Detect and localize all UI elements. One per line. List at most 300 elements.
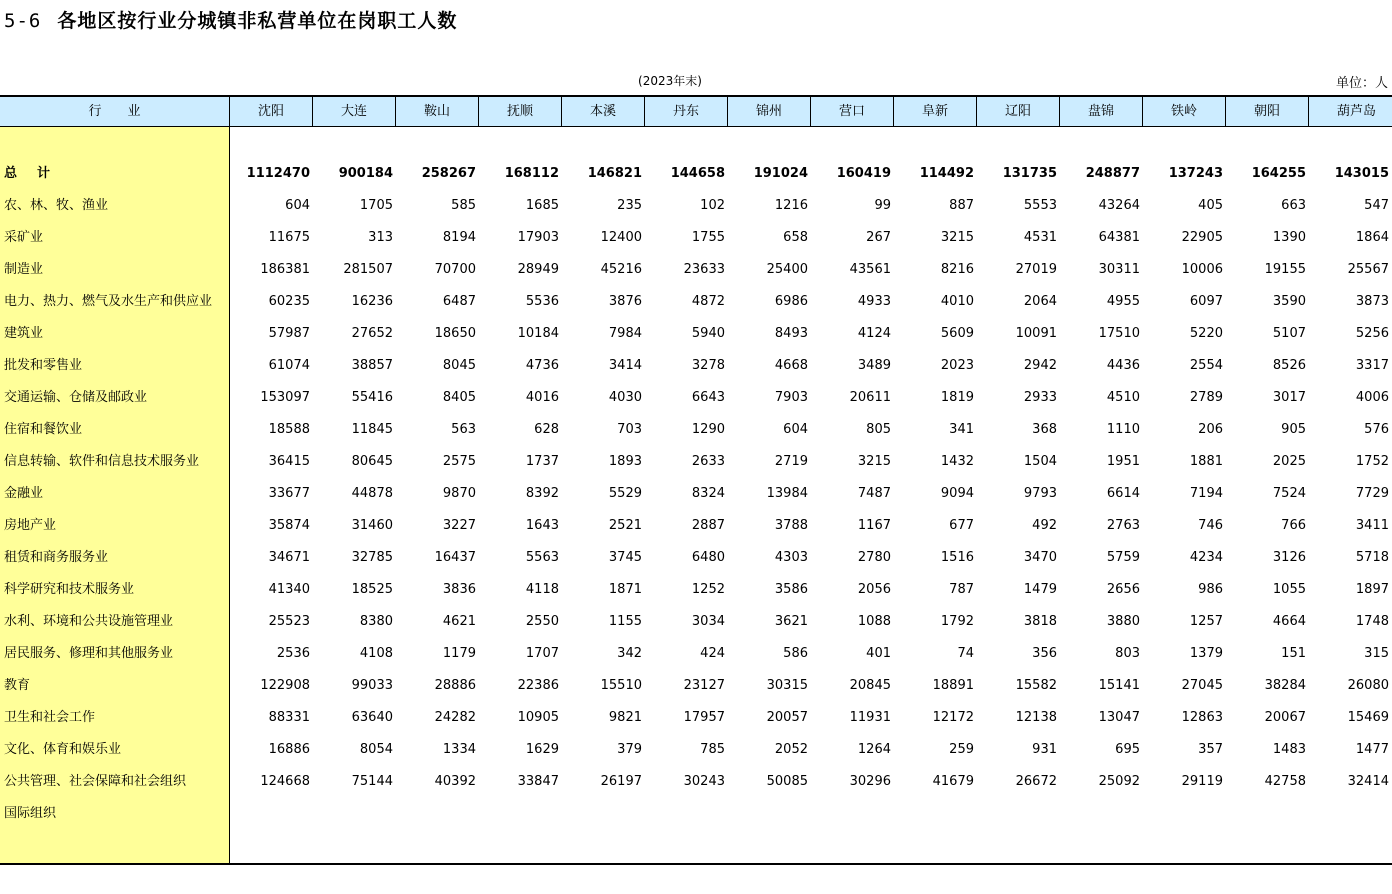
table-cell: 1643 (525, 518, 559, 533)
table-row (0, 798, 1392, 830)
table-cell: 75144 (351, 774, 393, 789)
table-cell: 30315 (766, 678, 808, 693)
table-cell: 1252 (691, 582, 725, 597)
header-industry: 行业 (0, 97, 230, 126)
table-cell: 1748 (1355, 614, 1389, 629)
row-label: 居民服务、修理和其他服务业 (4, 646, 174, 661)
table-cell (1143, 798, 1226, 830)
row-label: 租赁和商务服务业 (4, 550, 109, 565)
table-cell: 576 (1364, 422, 1389, 437)
table-cell: 5759 (1106, 550, 1140, 565)
table-cell: 1893 (608, 454, 642, 469)
table-row (0, 318, 1392, 350)
table-cell: 17957 (683, 710, 725, 725)
table-row (0, 190, 1392, 222)
row-label: 制造业 (4, 262, 44, 277)
table-cell: 2554 (1189, 358, 1223, 373)
table-cell: 44878 (351, 486, 393, 501)
table-cell: 151 (1281, 646, 1306, 661)
row-label: 电力、热力、燃气及水生产和供应业 (4, 294, 213, 309)
table-cell: 695 (1115, 742, 1140, 757)
table-cell: 586 (783, 646, 808, 661)
table-cell: 368 (1032, 422, 1057, 437)
table-cell: 887 (949, 198, 974, 213)
table-cell: 13047 (1098, 710, 1140, 725)
table-cell: 30243 (683, 774, 725, 789)
table-cell: 16236 (351, 294, 393, 309)
table-cell: 20067 (1264, 710, 1306, 725)
table-cell: 3876 (608, 294, 642, 309)
table-cell: 38284 (1264, 678, 1306, 693)
table-cell: 40392 (434, 774, 476, 789)
table-cell: 4010 (940, 294, 974, 309)
header-city: 抚顺 (479, 97, 562, 126)
table-cell: 38857 (351, 358, 393, 373)
table-cell: 3215 (940, 230, 974, 245)
table-cell: 1155 (608, 614, 642, 629)
table-cell: 20057 (766, 710, 808, 725)
table-cell: 22905 (1181, 230, 1223, 245)
table-cell: 4531 (1023, 230, 1057, 245)
table-cell: 4736 (525, 358, 559, 373)
table-cell: 8392 (525, 486, 559, 501)
table-cell: 357 (1198, 742, 1223, 757)
table-cell: 1483 (1272, 742, 1306, 757)
table-cell: 905 (1281, 422, 1306, 437)
table-cell: 3017 (1272, 390, 1306, 405)
table-cell (1060, 798, 1143, 830)
header-city: 大连 (313, 97, 396, 126)
table-cell: 342 (617, 646, 642, 661)
table-cell: 28886 (434, 678, 476, 693)
table-cell: 19155 (1264, 262, 1306, 277)
year-note: (2023年末) (638, 74, 702, 88)
table-cell: 259 (949, 742, 974, 757)
table-cell: 6487 (442, 294, 476, 309)
table-row (0, 350, 1392, 382)
table-cell: 61074 (268, 358, 310, 373)
table-row (0, 382, 1392, 414)
table-cell: 1951 (1106, 454, 1140, 469)
table-cell: 36415 (268, 454, 310, 469)
table-cell: 25092 (1098, 774, 1140, 789)
table-cell: 547 (1364, 198, 1389, 213)
table-cell: 9870 (442, 486, 476, 501)
table-cell: 379 (617, 742, 642, 757)
table-cell: 35874 (268, 518, 310, 533)
table-cell: 57987 (268, 326, 310, 341)
table-cell: 8324 (691, 486, 725, 501)
table-cell: 22386 (517, 678, 559, 693)
table-cell: 4108 (359, 646, 393, 661)
table-cell: 1216 (774, 198, 808, 213)
table-cell: 191024 (753, 166, 808, 181)
table-cell: 4436 (1106, 358, 1140, 373)
page-title (4, 6, 457, 33)
table-cell: 3278 (691, 358, 725, 373)
table-cell: 20611 (849, 390, 891, 405)
table-cell: 3227 (442, 518, 476, 533)
table-cell: 1379 (1189, 646, 1223, 661)
table-cell: 16437 (434, 550, 476, 565)
header-city: 锦州 (728, 97, 811, 126)
table-cell: 12863 (1181, 710, 1223, 725)
table-cell: 986 (1198, 582, 1223, 597)
table-cell: 4030 (608, 390, 642, 405)
table-cell: 8194 (442, 230, 476, 245)
data-table (0, 95, 1392, 865)
table-cell: 1629 (525, 742, 559, 757)
table-cell: 3126 (1272, 550, 1306, 565)
table-cell: 164255 (1251, 166, 1306, 181)
table-cell: 1257 (1189, 614, 1223, 629)
table-cell: 8405 (442, 390, 476, 405)
table-cell: 2025 (1272, 454, 1306, 469)
table-cell: 99033 (351, 678, 393, 693)
table-cell: 563 (451, 422, 476, 437)
table-cell: 3621 (774, 614, 808, 629)
table-cell: 313 (368, 230, 393, 245)
table-cell: 1179 (442, 646, 476, 661)
header-city: 沈阳 (230, 97, 313, 126)
table-cell: 41679 (932, 774, 974, 789)
table-cell: 2887 (691, 518, 725, 533)
table-cell: 2064 (1023, 294, 1057, 309)
table-cell: 1167 (857, 518, 891, 533)
table-body (0, 158, 1392, 830)
table-cell: 4234 (1189, 550, 1223, 565)
table-cell: 7524 (1272, 486, 1306, 501)
table-cell: 6986 (774, 294, 808, 309)
table-cell: 2023 (940, 358, 974, 373)
table-cell (1309, 798, 1392, 830)
table-cell: 12172 (932, 710, 974, 725)
table-cell: 41340 (268, 582, 310, 597)
table-cell: 4668 (774, 358, 808, 373)
table-row (0, 638, 1392, 670)
table-cell: 30296 (849, 774, 891, 789)
row-label: 科学研究和技术服务业 (4, 582, 135, 597)
table-cell: 4118 (525, 582, 559, 597)
table-row (0, 254, 1392, 286)
table-cell: 30311 (1098, 262, 1140, 277)
table-cell: 26197 (600, 774, 642, 789)
table-cell: 1290 (691, 422, 725, 437)
table-cell: 5553 (1023, 198, 1057, 213)
table-cell: 80645 (351, 454, 393, 469)
table-cell: 1685 (525, 198, 559, 213)
table-cell: 2575 (442, 454, 476, 469)
table-cell: 60235 (268, 294, 310, 309)
total-row (0, 158, 1392, 190)
table-row (0, 766, 1392, 798)
table-cell: 5940 (691, 326, 725, 341)
row-label: 水利、环境和公共设施管理业 (4, 614, 174, 629)
table-cell: 5536 (525, 294, 559, 309)
table-cell: 160419 (836, 166, 891, 181)
header-city: 本溪 (562, 97, 645, 126)
table-cell: 27019 (1015, 262, 1057, 277)
table-cell: 114492 (919, 166, 974, 181)
table-cell: 2550 (525, 614, 559, 629)
table-cell: 5609 (940, 326, 974, 341)
table-cell: 206 (1198, 422, 1223, 437)
table-cell: 6480 (691, 550, 725, 565)
table-cell: 131735 (1002, 166, 1057, 181)
table-cell: 25567 (1347, 262, 1389, 277)
table-cell: 3414 (608, 358, 642, 373)
table-cell: 17903 (517, 230, 559, 245)
table-cell: 10006 (1181, 262, 1223, 277)
table-cell: 34671 (268, 550, 310, 565)
table-cell: 18891 (932, 678, 974, 693)
table-cell: 4016 (525, 390, 559, 405)
table-cell: 4955 (1106, 294, 1140, 309)
table-cell: 8045 (442, 358, 476, 373)
table-header (0, 97, 1392, 127)
table-cell: 492 (1032, 518, 1057, 533)
table-cell: 137243 (1168, 166, 1223, 181)
header-city: 朝阳 (1226, 97, 1309, 126)
table-cell: 3411 (1355, 518, 1389, 533)
table-cell: 604 (285, 198, 310, 213)
table-cell: 31460 (351, 518, 393, 533)
table-cell: 32414 (1347, 774, 1389, 789)
table-cell: 3880 (1106, 614, 1140, 629)
table-cell: 2933 (1023, 390, 1057, 405)
header-city: 铁岭 (1143, 97, 1226, 126)
row-label: 信息转输、软件和信息技术服务业 (4, 454, 200, 469)
table-cell: 3836 (442, 582, 476, 597)
table-cell: 6643 (691, 390, 725, 405)
table-cell: 32785 (351, 550, 393, 565)
table-cell: 5256 (1355, 326, 1389, 341)
table-row (0, 510, 1392, 542)
table-cell: 248877 (1085, 166, 1140, 181)
table-cell: 11845 (351, 422, 393, 437)
table-cell: 658 (783, 230, 808, 245)
table-cell: 10091 (1015, 326, 1057, 341)
table-cell: 64381 (1098, 230, 1140, 245)
table-cell: 24282 (434, 710, 476, 725)
table-cell: 12400 (600, 230, 642, 245)
table-cell: 124668 (260, 774, 310, 789)
table-cell: 4303 (774, 550, 808, 565)
table-row (0, 734, 1392, 766)
table-cell: 1264 (857, 742, 891, 757)
table-row (0, 670, 1392, 702)
table-cell: 2521 (608, 518, 642, 533)
table-cell: 931 (1032, 742, 1057, 757)
table-row (0, 478, 1392, 510)
table-cell: 17510 (1098, 326, 1140, 341)
row-label: 建筑业 (4, 326, 44, 341)
table-cell: 1432 (940, 454, 974, 469)
header-city: 阜新 (894, 97, 977, 126)
table-cell: 43561 (849, 262, 891, 277)
table-row (0, 446, 1392, 478)
table-cell: 7487 (857, 486, 891, 501)
table-row (0, 574, 1392, 606)
table-cell: 55416 (351, 390, 393, 405)
table-cell: 235 (617, 198, 642, 213)
table-cell: 153097 (260, 390, 310, 405)
table-cell: 1479 (1023, 582, 1057, 597)
table-cell: 5718 (1355, 550, 1389, 565)
table-cell: 7729 (1355, 486, 1389, 501)
table-cell: 70700 (434, 262, 476, 277)
row-label: 批发和零售业 (4, 358, 83, 373)
table-cell: 15582 (1015, 678, 1057, 693)
table-row (0, 414, 1392, 446)
table-cell: 25523 (268, 614, 310, 629)
table-cell: 4933 (857, 294, 891, 309)
unit-label: 单位：人 (1335, 76, 1388, 91)
table-cell: 1112470 (246, 166, 310, 181)
table-cell: 356 (1032, 646, 1057, 661)
row-label: 交通运输、仓储及邮政业 (4, 390, 148, 405)
table-cell: 18588 (268, 422, 310, 437)
table-cell: 2789 (1189, 390, 1223, 405)
table-cell: 766 (1281, 518, 1306, 533)
table-cell: 2942 (1023, 358, 1057, 373)
table-cell: 1737 (525, 454, 559, 469)
table-cell: 4664 (1272, 614, 1306, 629)
table-cell: 1334 (442, 742, 476, 757)
table-cell: 4872 (691, 294, 725, 309)
table-cell: 45216 (600, 262, 642, 277)
table-cell: 3873 (1355, 294, 1389, 309)
table-cell: 20845 (849, 678, 891, 693)
table-cell: 1897 (1355, 582, 1389, 597)
table-cell: 267 (866, 230, 891, 245)
table-cell: 23633 (683, 262, 725, 277)
table-cell: 746 (1198, 518, 1223, 533)
table-cell: 1792 (940, 614, 974, 629)
table-cell: 2536 (276, 646, 310, 661)
table-cell: 424 (700, 646, 725, 661)
row-label: 教育 (4, 678, 31, 693)
table-cell: 143015 (1334, 166, 1389, 181)
table-cell: 2633 (691, 454, 725, 469)
table-cell: 16886 (268, 742, 310, 757)
table-cell: 50085 (766, 774, 808, 789)
table-cell: 6097 (1189, 294, 1223, 309)
table-cell (894, 798, 977, 830)
table-cell: 2763 (1106, 518, 1140, 533)
table-cell: 5529 (608, 486, 642, 501)
table-cell: 10184 (517, 326, 559, 341)
row-label: 住宿和餐饮业 (4, 422, 83, 437)
row-label: 国际组织 (4, 806, 57, 821)
header-city: 丹东 (645, 97, 728, 126)
table-cell (645, 798, 728, 830)
table-cell: 805 (866, 422, 891, 437)
table-cell: 168112 (504, 166, 559, 181)
table-cell: 27652 (351, 326, 393, 341)
table-cell: 8380 (359, 614, 393, 629)
table-cell: 74 (957, 646, 974, 661)
table-cell (562, 798, 645, 830)
row-label: 公共管理、社会保障和社会组织 (4, 774, 187, 789)
header-city: 盘锦 (1060, 97, 1143, 126)
table-cell: 33677 (268, 486, 310, 501)
row-label: 采矿业 (4, 230, 44, 245)
table-cell: 11675 (268, 230, 310, 245)
table-cell: 9793 (1023, 486, 1057, 501)
table-cell: 1504 (1023, 454, 1057, 469)
table-cell: 99 (874, 198, 891, 213)
table-cell: 1707 (525, 646, 559, 661)
table-cell: 11931 (849, 710, 891, 725)
table-cell: 3745 (608, 550, 642, 565)
table-cell: 663 (1281, 198, 1306, 213)
table-cell: 3034 (691, 614, 725, 629)
table-cell: 7194 (1189, 486, 1223, 501)
table-cell: 1819 (940, 390, 974, 405)
table-cell: 9094 (940, 486, 974, 501)
row-label: 文化、体育和娱乐业 (4, 742, 122, 757)
table-cell: 703 (617, 422, 642, 437)
table-cell: 405 (1198, 198, 1223, 213)
row-label: 金融业 (4, 486, 44, 501)
table-cell: 1516 (940, 550, 974, 565)
table-cell: 88331 (268, 710, 310, 725)
table-cell: 281507 (343, 262, 393, 277)
table-cell (479, 798, 562, 830)
table-cell: 3818 (1023, 614, 1057, 629)
table-cell: 2719 (774, 454, 808, 469)
table-cell: 8216 (940, 262, 974, 277)
table-number: 5-6 (4, 10, 42, 32)
table-cell: 1881 (1189, 454, 1223, 469)
table-cell: 604 (783, 422, 808, 437)
table-cell: 341 (949, 422, 974, 437)
table-cell: 1705 (359, 198, 393, 213)
table-cell: 1390 (1272, 230, 1306, 245)
header-city: 葫芦岛 (1309, 97, 1392, 126)
table-cell: 13984 (766, 486, 808, 501)
table-cell: 42758 (1264, 774, 1306, 789)
table-cell: 4510 (1106, 390, 1140, 405)
table-cell: 28949 (517, 262, 559, 277)
table-cell: 122908 (260, 678, 310, 693)
table-row (0, 222, 1392, 254)
table-cell: 18525 (351, 582, 393, 597)
table-cell: 8493 (774, 326, 808, 341)
table-cell: 25400 (766, 262, 808, 277)
table-cell (811, 798, 894, 830)
table-cell: 1864 (1355, 230, 1389, 245)
table-cell: 4124 (857, 326, 891, 341)
table-cell: 2780 (857, 550, 891, 565)
table-cell (977, 798, 1060, 830)
table-cell: 27045 (1181, 678, 1223, 693)
table-cell: 1477 (1355, 742, 1389, 757)
table-cell: 5107 (1272, 326, 1306, 341)
header-city: 辽阳 (977, 97, 1060, 126)
table-cell: 63640 (351, 710, 393, 725)
table-cell (396, 798, 479, 830)
table-cell: 785 (700, 742, 725, 757)
table-cell: 15141 (1098, 678, 1140, 693)
table-cell: 186381 (260, 262, 310, 277)
table-cell: 146821 (587, 166, 642, 181)
table-cell: 401 (866, 646, 891, 661)
table-cell: 5220 (1189, 326, 1223, 341)
table-cell: 3215 (857, 454, 891, 469)
table-cell: 787 (949, 582, 974, 597)
